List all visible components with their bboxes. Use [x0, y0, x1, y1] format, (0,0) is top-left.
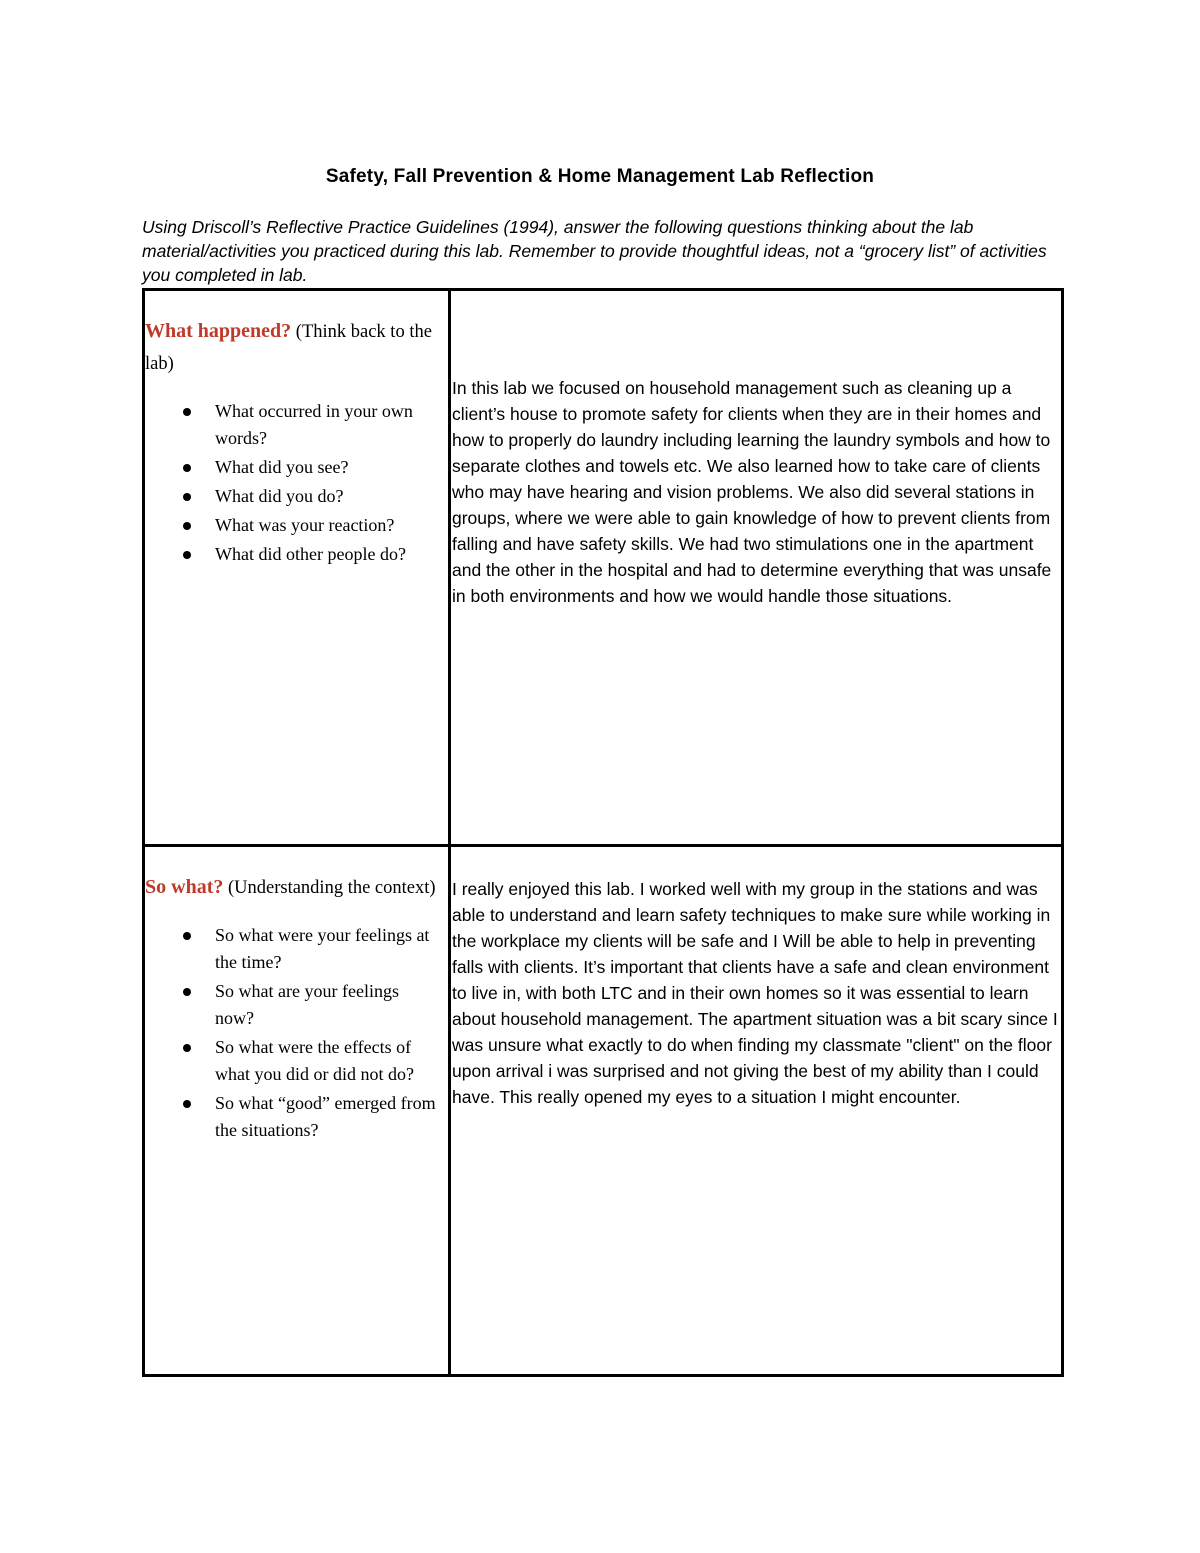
list-item	[145, 483, 448, 510]
bullet-icon	[183, 1100, 191, 1108]
question-cell-so-what	[145, 871, 448, 1146]
prompt-text: So what are your feelings now?	[215, 981, 399, 1028]
bullet-icon	[183, 493, 191, 501]
question-heading	[145, 315, 448, 380]
list-item	[145, 922, 448, 976]
page-title: Safety, Fall Prevention & Home Management Lab Reflection	[325, 166, 875, 187]
list-item	[145, 978, 448, 1032]
prompt-text: What did other people do?	[215, 544, 406, 564]
prompt-text: What was your reaction?	[215, 515, 395, 535]
prompt-text: What did you do?	[215, 486, 344, 506]
answer-cell-so-what: I really enjoyed this lab. I worked well with my group in the stations and was able to understand and learn safety techniques to make sure while working in the workplace my clients will be safe and I Will be able to help in preventing falls with clients. It’s important that clients have a safe and clean environment to live in, with both LTC and in their own homes so it was essential to learn about household management. The apartment situation was a bit scary since I was unsure what exactly to do when finding my classmate "client" on the floor upon arrival i was surprised and not giving the best of my ability than I could have. This really opened my eyes to a situation I might encounter.	[452, 879, 1058, 1107]
bullet-icon	[183, 1044, 191, 1052]
prompt-text: So what “good” emerged from the situations?	[215, 1093, 436, 1140]
prompt-text: What occurred in your own words?	[215, 401, 413, 448]
question-heading	[145, 871, 448, 904]
answer-cell-what-happened: In this lab we focused on household management such as cleaning up a client’s house to promote safety for clients when they are in their homes and how to properly do laundry including learning the laundry symbols and how to separate clothes and towels etc. We also learned how to take care of clients who may have hearing and vision problems. We also did several stations in groups, where we were able to gain knowledge of how to prevent clients from falling and have safety skills. We had two stimulations one in the apartment and the other in the hospital and had to determine everything that was unsafe in both environments and how we would handle those situations.	[452, 378, 1052, 606]
question-keyword: What happened?	[145, 320, 292, 342]
list-item	[145, 541, 448, 568]
list-item	[145, 1090, 448, 1144]
prompt-list	[145, 398, 448, 568]
reflection-table	[142, 288, 1064, 1377]
bullet-icon	[183, 408, 191, 416]
bullet-icon	[183, 464, 191, 472]
list-item	[145, 1034, 448, 1088]
question-keyword: So what?	[145, 876, 224, 898]
prompt-text: So what were the effects of what you did or did not do?	[215, 1037, 414, 1084]
bullet-icon	[183, 522, 191, 530]
prompt-list	[145, 922, 448, 1144]
list-item	[145, 398, 448, 452]
bullet-icon	[183, 551, 191, 559]
question-subheading: (Think back to the lab)	[145, 322, 432, 374]
question-subheading: (Understanding the context)	[223, 878, 436, 898]
list-item	[145, 512, 448, 539]
bullet-icon	[183, 988, 191, 996]
question-cell-what-happened	[145, 315, 448, 570]
prompt-text: What did you see?	[215, 457, 349, 477]
row-divider	[145, 844, 1061, 847]
list-item	[145, 454, 448, 481]
bullet-icon	[183, 932, 191, 940]
prompt-text: So what were your feelings at the time?	[215, 925, 430, 972]
instructions-paragraph: Using Driscoll’s Reflective Practice Guidelines (1994), answer the following questions thinking about the lab material/activities you practiced during this lab. Remember to provide thoughtful ideas, not a “grocery list” of activities you completed in lab.	[142, 217, 1047, 285]
column-divider	[448, 291, 451, 1374]
